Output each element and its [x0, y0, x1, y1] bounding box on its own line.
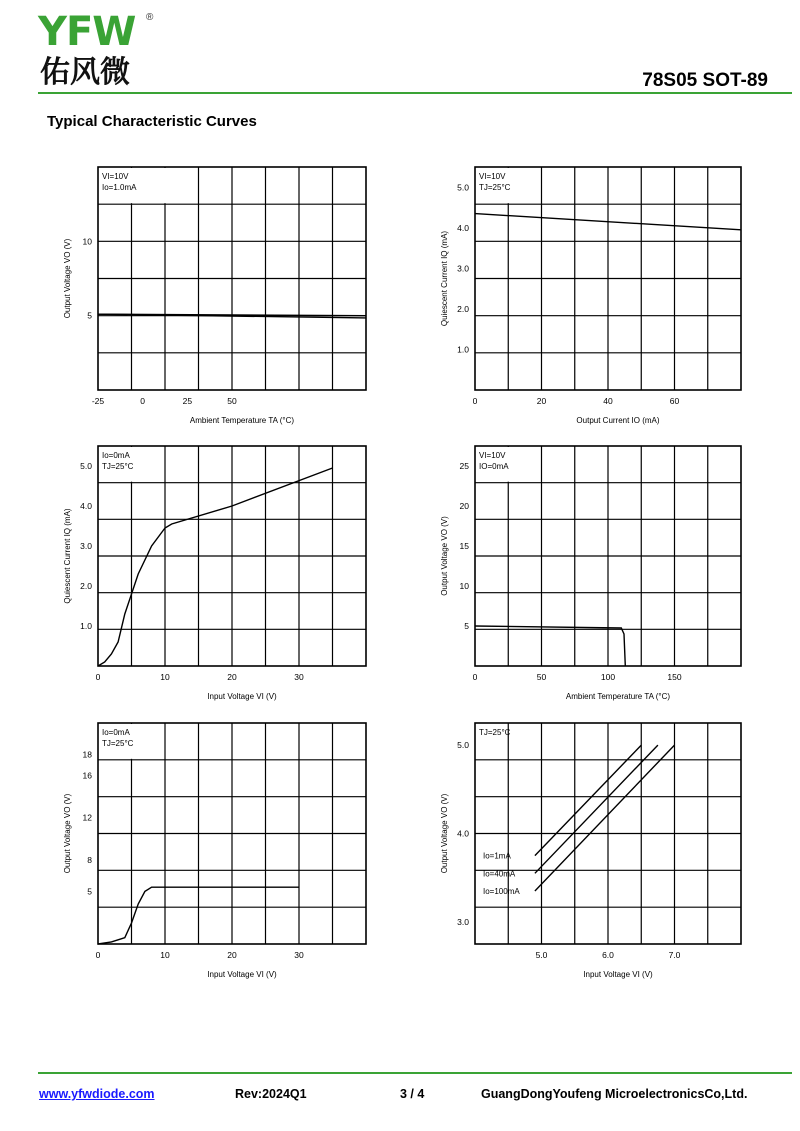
x-tick-label: 20: [227, 950, 237, 960]
y-tick-label: 5: [87, 886, 92, 897]
x-axis-label: Input Voltage VI (V): [583, 970, 653, 979]
y-axis-label: Output Voltage VO (V): [440, 793, 449, 874]
x-tick-label: 25: [182, 396, 193, 406]
registered-mark: ®: [146, 12, 154, 23]
x-tick-label: 30: [294, 672, 304, 682]
test-condition-label: TJ=25°C: [102, 462, 134, 471]
series-label: Io=1mA: [483, 851, 511, 861]
x-axis-label: Ambient Temperature TA (°C): [189, 416, 295, 425]
y-axis-label: Quiescent Current IQ (mA): [63, 508, 72, 604]
y-tick-label: 4.0: [457, 222, 469, 233]
test-condition-label: TJ=25°C: [479, 183, 511, 192]
series-label: Io=40mA: [483, 869, 516, 879]
x-tick-label: 0: [95, 950, 101, 960]
footer-company: GuangDongYoufeng MicroelectronicsCo,Ltd.: [481, 1087, 748, 1101]
x-axis-label: Output Current IO (mA): [576, 416, 660, 425]
y-tick-label: 16: [82, 770, 92, 781]
footer-website[interactable]: [39, 1087, 155, 1101]
x-tick-label: 10: [160, 672, 170, 682]
x-tick-label: 60: [669, 396, 680, 406]
y-tick-label: 4.0: [80, 501, 92, 511]
test-condition-label: IO=0mA: [479, 462, 509, 471]
x-tick-label: 50: [536, 672, 547, 682]
series-line: [535, 745, 658, 873]
y-tick-label: 2.0: [457, 303, 469, 314]
y-tick-label: 8: [87, 854, 92, 865]
x-tick-label: 30: [294, 950, 304, 960]
x-axis-label: Input Voltage VI (V): [207, 970, 277, 979]
y-tick-label: 18: [82, 749, 92, 760]
y-tick-label: 5.0: [457, 182, 469, 193]
x-tick-label: 6.0: [602, 950, 614, 960]
x-tick-label: 20: [227, 672, 237, 682]
y-tick-label: 20: [459, 501, 469, 511]
test-condition-label: TJ=25°C: [479, 728, 511, 737]
website-link[interactable]: www.yfwdiode.com: [39, 1087, 155, 1101]
y-axis-label: Output Voltage VO (V): [63, 238, 72, 319]
footer-revision: Rev:2024Q1: [235, 1087, 307, 1101]
y-axis-label: Output Voltage VO (V): [440, 516, 449, 596]
y-tick-label: 3.0: [457, 263, 469, 274]
logo-chinese-name: 佑风微: [40, 55, 130, 90]
x-tick-label: 0: [140, 396, 146, 406]
test-condition-label: TJ=25°C: [102, 739, 134, 748]
x-axis-label: Input Voltage VI (V): [207, 692, 277, 701]
y-tick-label: 5.0: [80, 461, 92, 471]
y-tick-label: 3.0: [457, 916, 469, 927]
y-tick-label: 1.0: [80, 621, 92, 631]
x-axis-label: Ambient Temperature TA (°C): [565, 692, 671, 701]
y-tick-label: 15: [459, 541, 469, 551]
x-tick-label: 5.0: [535, 950, 548, 960]
series-label: Io=100mA: [483, 886, 520, 896]
section-title: Typical Characteristic Curves: [47, 113, 257, 130]
x-tick-label: 0: [472, 672, 478, 682]
test-condition-label: VI=10V: [102, 172, 129, 181]
y-tick-label: 10: [82, 236, 92, 247]
y-tick-label: 5: [87, 310, 92, 321]
y-tick-label: 4.0: [457, 828, 469, 839]
y-tick-label: 5.0: [457, 740, 469, 751]
y-tick-label: 10: [459, 581, 469, 591]
x-tick-label: 20: [536, 396, 547, 406]
x-tick-label: -25: [91, 396, 105, 406]
part-number: 78S05 SOT-89: [642, 70, 768, 91]
y-tick-label: 1.0: [457, 344, 469, 355]
y-tick-label: 12: [82, 812, 92, 823]
series-line: [475, 626, 625, 666]
x-tick-label: 10: [160, 950, 170, 960]
test-condition-label: VI=10V: [479, 172, 506, 181]
footer-page-number: 3 / 4: [400, 1087, 425, 1101]
test-condition-label: VI=10V: [479, 451, 506, 460]
test-condition-label: Io=0mA: [102, 728, 130, 737]
y-tick-label: 5: [464, 621, 469, 631]
y-axis-label: Output Voltage VO (V): [63, 793, 72, 874]
logo-text: YFW: [38, 9, 136, 55]
series-line: [535, 745, 641, 856]
x-tick-label: 50: [227, 396, 237, 406]
y-tick-label: 25: [459, 461, 469, 471]
x-tick-label: 40: [603, 396, 613, 406]
y-tick-label: 3.0: [80, 541, 92, 551]
x-tick-label: 7.0: [668, 950, 681, 960]
x-tick-label: 150: [667, 672, 682, 682]
x-tick-label: 0: [472, 396, 478, 406]
series-line: [535, 745, 675, 891]
series-line: [98, 468, 333, 666]
x-tick-label: 100: [600, 672, 616, 682]
test-condition-label: Io=0mA: [102, 451, 130, 460]
x-tick-label: 0: [95, 672, 101, 682]
y-axis-label: Quiescent Current IQ (mA): [440, 230, 449, 327]
y-tick-label: 2.0: [80, 581, 92, 591]
footer-divider: [38, 1072, 792, 1074]
test-condition-label: Io=1.0mA: [102, 183, 137, 192]
